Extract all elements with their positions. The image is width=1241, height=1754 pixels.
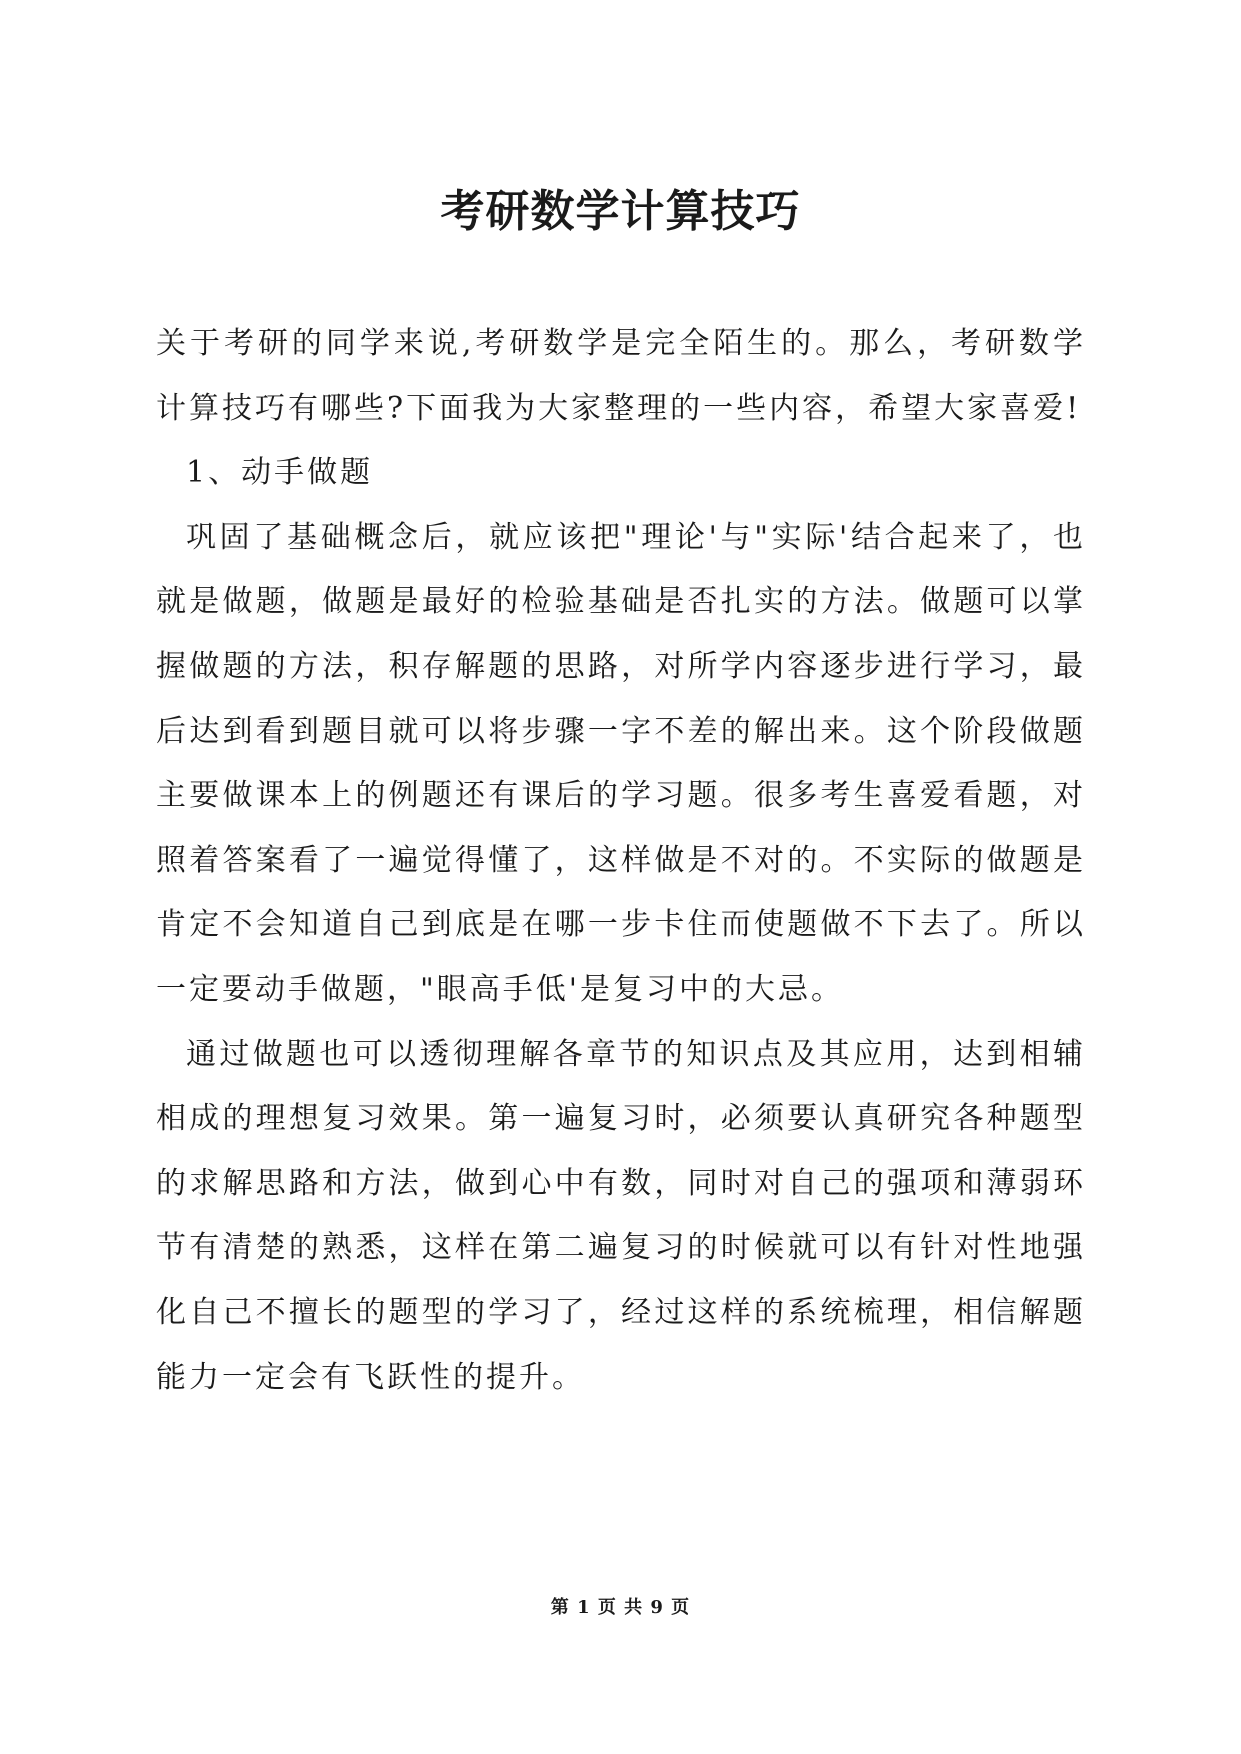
document-body (156, 312, 1086, 1410)
section-heading: 1、动手做题 (186, 455, 374, 491)
body-paragraph: 巩固了基础概念后，就应该把"理论'与"实际'结合起来了，也就是做题，做题是最好的检验基础是否扎实的方法。做题可以掌握做题的方法，积存解题的思路，对所学内容逐步进行学习，最后达到看到题目就可以将步骤一字不差的解出来。这个阶段做题主要做课本上的例题还有课后的学习题。很多考生喜爱看题，对照着答案看了一遍觉得懂了，这样做是不对的。不实际的做题是肯定不会知道自己到底是在哪一步卡住而使题做不下去了。所以一定要动手做题，"眼高手低'是复习中的大忌。 (156, 519, 1086, 1007)
intro-paragraph: 关于考研的同学来说,考研数学是完全陌生的。那么，考研数学计算技巧有哪些?下面我为大家整理的一些内容，希望大家喜爱! (156, 326, 1086, 426)
body-paragraph: 通过做题也可以透彻理解各章节的知识点及其应用，达到相辅相成的理想复习效果。第一遍复习时，必须要认真研究各种题型的求解思路和方法，做到心中有数，同时对自己的强项和薄弱环节有清楚的熟悉，这样在第二遍复习的时候就可以有针对性地强化自己不擅长的题型的学习了，经过这样的系统梳理，相信解题能力一定会有飞跃性的提升。 (156, 1036, 1086, 1395)
page-number: 第 1 页 共 9 页 (550, 1597, 691, 1618)
page-title: 考研数学计算技巧 (440, 186, 801, 237)
